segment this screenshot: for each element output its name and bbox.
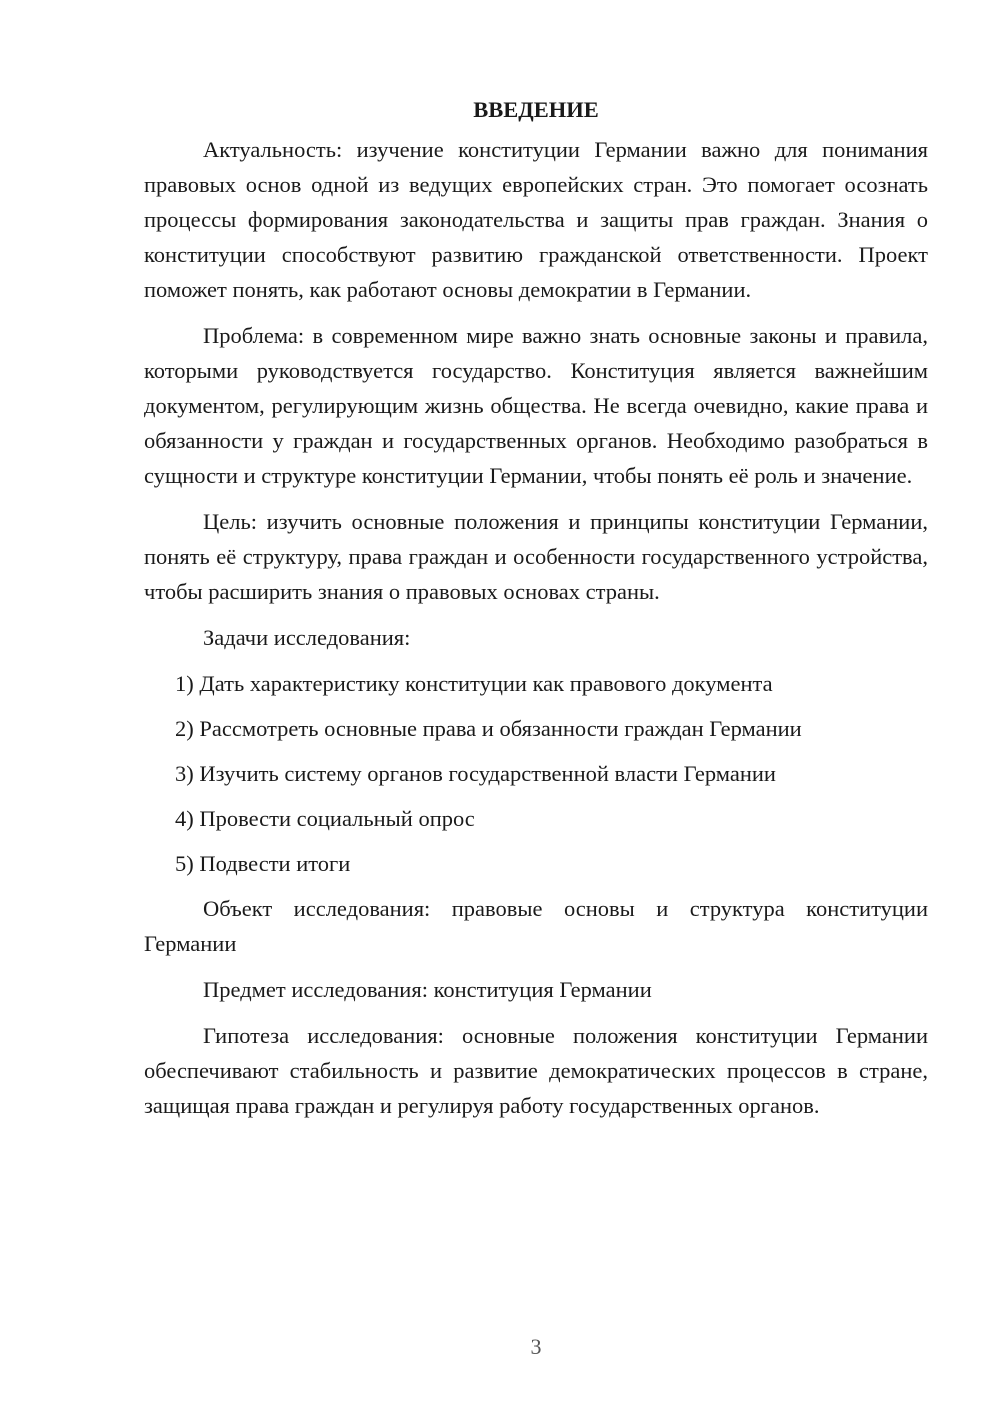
paragraph-hypothesis: Гипотеза исследования: основные положения конституции Германии обеспечивают стабильность и развитие демократических процессов в стране, защищая права граждан и регулируя работу государственных органов. [144, 1023, 928, 1118]
task-item: 2) Рассмотреть основные права и обязанности граждан Германии [175, 716, 802, 741]
paragraph-subject: Предмет исследования: конституция Германии [203, 977, 652, 1002]
tasks-title: Задачи исследования: [203, 625, 411, 650]
paragraph-relevance: Актуальность: изучение конституции Германии важно для понимания правовых основ одной из ведущих европейских стран. Это помогает осознать процессы формирования законодательства и защиты прав граждан. Знания о конституции способствуют развитию гражданской ответственности. Проект поможет понять, как работают основы демократии в Германии. [144, 137, 928, 302]
task-item: 3) Изучить систему органов государственной власти Германии [175, 761, 776, 786]
task-item: 1) Дать характеристику конституции как правового документа [175, 671, 773, 696]
section-heading: ВВЕДЕНИЕ [473, 97, 599, 122]
task-item: 4) Провести социальный опрос [175, 806, 475, 831]
tasks-list [144, 666, 928, 881]
paragraph-problem: Проблема: в современном мире важно знать основные законы и правила, которыми руководствуется государство. Конституция является важнейшим документом, регулирующим жизнь общества. Не всегда очевидно, какие права и обязанности у граждан и государственных органов. Необходимо разобраться в сущности и структуре конституции Германии, чтобы понять её роль и значение. [144, 323, 928, 488]
task-item: 5) Подвести итоги [175, 851, 351, 876]
paragraph-goal: Цель: изучить основные положения и принципы конституции Германии, понять её структуру, права граждан и особенности государственного устройства, чтобы расширить знания о правовых основах страны. [144, 509, 928, 604]
paragraph-object: Объект исследования: правовые основы и структура конституции Германии [144, 896, 928, 956]
page-number: 3 [530, 1334, 542, 1359]
page-content [144, 92, 928, 1134]
